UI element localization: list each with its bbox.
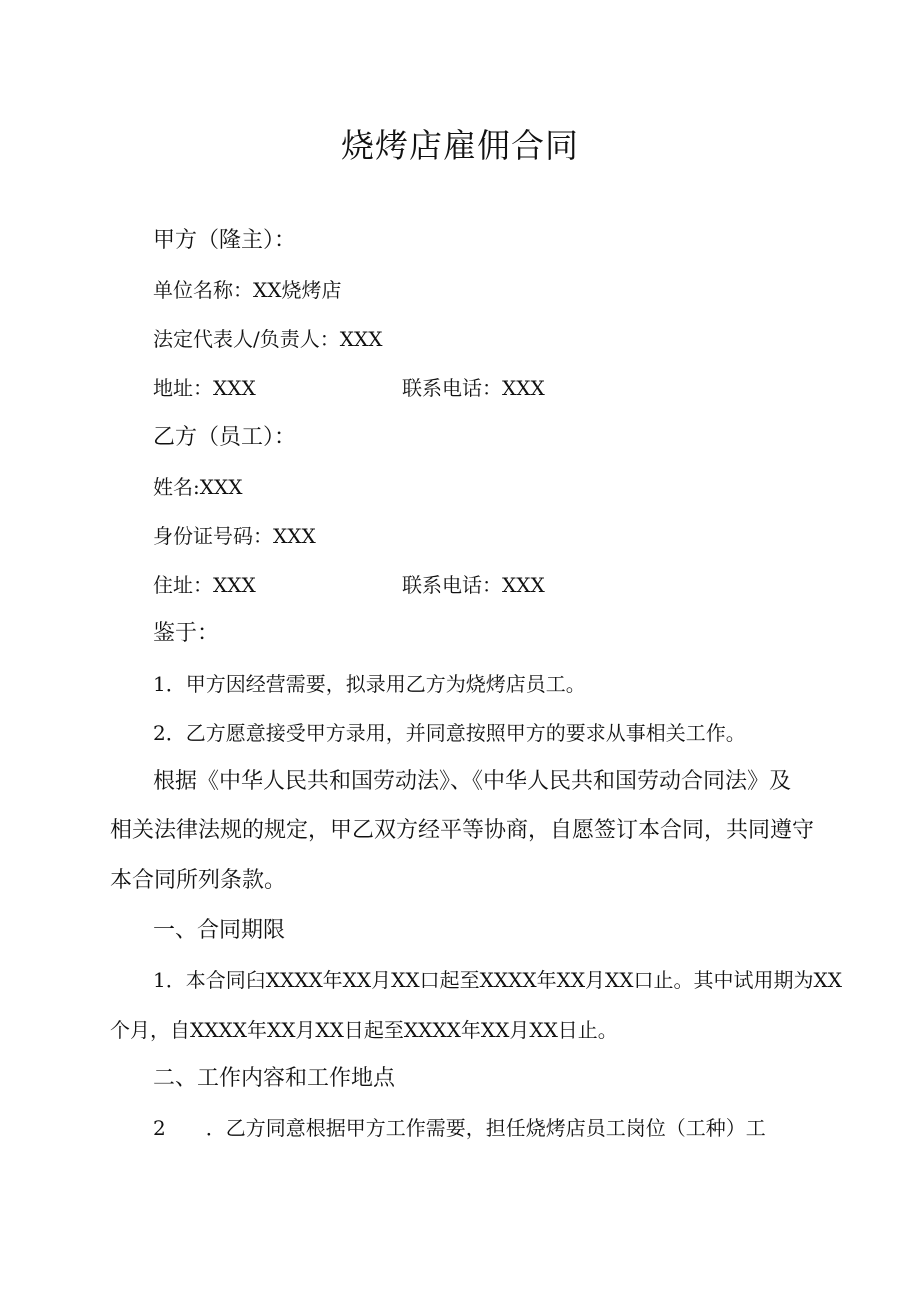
whereas-item: 2．乙方愿意接受甲方录用，并同意按照甲方的要求从事相关工作。 <box>153 721 746 745</box>
whereas-heading: 鉴于： <box>153 621 220 646</box>
party-a-representative: 法定代表人/负责人：XXX <box>153 327 383 351</box>
section-heading: 二、工作内容和工作地点 <box>153 1066 396 1091</box>
section-line: 个月，自XXXX年XX月XX日起至XXXX年XX月XX日止。 <box>110 1018 618 1042</box>
section-heading: 一、合同期限 <box>153 918 286 943</box>
party-a-heading: 甲方（隆主）： <box>153 228 297 253</box>
basis-paragraph-line: 根据《中华人民共和国劳动法》、《中华人民共和国劳动合同法》及 <box>153 769 792 794</box>
party-b-id-number: 身份证号码：XXX <box>153 524 316 548</box>
basis-paragraph-line: 本合同所列条款。 <box>110 868 287 893</box>
party-a-phone: 联系电话：XXX <box>402 376 545 400</box>
party-b-name: 姓名:XXX <box>153 475 243 499</box>
basis-paragraph-line: 相关法律法规的规定，甲乙双方经平等协商，自愿签订本合同，共同遵守 <box>110 818 815 843</box>
section-line: 1．本合同臼XXXX年XX月XX口起至XXXX年XX月XX口止。其中试用期为XX <box>153 968 843 992</box>
party-b-phone: 联系电话：XXX <box>402 573 545 597</box>
party-a-company: 单位名称：XX烧烤店 <box>153 278 342 302</box>
document-title: 烧烤店雇佣合同 <box>341 126 579 165</box>
party-b-heading: 乙方（员工）： <box>153 425 297 450</box>
section-line: 2 ．乙方同意根据甲方工作需要，担任烧烤店员工岗位（工种）工 <box>153 1116 766 1140</box>
party-a-address: 地址：XXX <box>153 376 256 400</box>
whereas-item: 1．甲方因经营需要，拟录用乙方为烧烤店员工。 <box>153 672 586 696</box>
party-b-address: 住址：XXX <box>153 573 256 597</box>
